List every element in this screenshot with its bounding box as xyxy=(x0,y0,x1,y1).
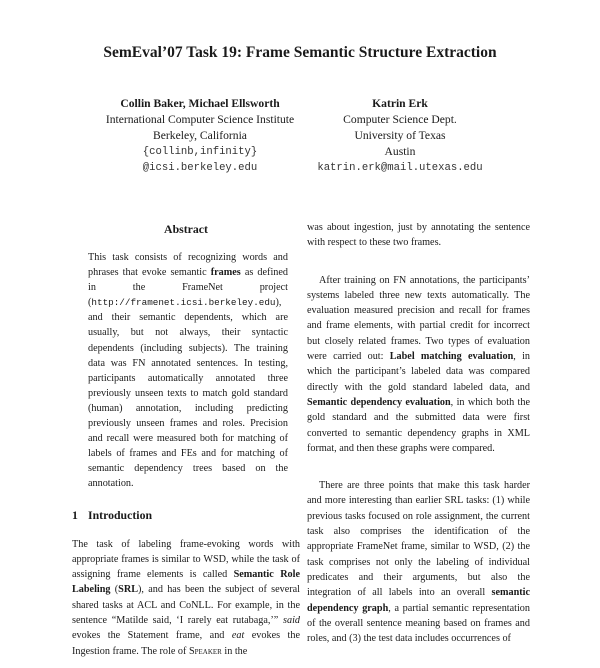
right-paragraph-3: There are three points that make this task harder and more interesting than earlier SRL tasks: (1) while previous tasks focused on role assignment, the current task also comprises the identification of the appropriate FrameNet frame, similar to WSD, (2) the task comprises not only the labeling of individual predicates and their arguments, but also the integration of all labels into an overall semantic dependency graph, a partial semantic representation of the overall sentence meaning based on frames and roles, and (3) the test data includes occurrences of xyxy=(307,480,530,645)
author-block-left xyxy=(95,96,305,176)
author-block-right xyxy=(300,96,500,176)
author-location-left: Berkeley, California xyxy=(153,129,247,142)
author-department-right: Computer Science Dept. xyxy=(343,113,457,126)
introduction-text: The task of labeling frame-evoking words with appropriate frames is similar to WSD, while the task of assigning frame elements is called Semantic Role Labeling (SRL), and has been the subject of several shared tasks at ACL and CoNLL. For example, in the sentence “Matilde said, ‘I rarely eat rutabaga,’” said evokes the Statement frame, and eat evokes the Ingestion frame. The role of Speaker in the xyxy=(72,538,300,657)
author-location-right: Austin xyxy=(384,145,416,158)
abstract-frames-term: frames xyxy=(210,267,241,279)
section-number: 1 xyxy=(72,507,78,522)
abstract-text: This task consists of recognizing words and phrases that evoke semantic frames as defined in the FrameNet project (http://framenet.icsi.berkeley.edu), and their semantic dependents, which are usually, but not always, their syntactic dependents (including subjects). The training data was FN annotated sentences. In testing, participants automatically annotated three previously unseen texts to match gold standard (human) annotation, including predicting previously unseen frames and roles. Precision and recall were measured both for matching of labels of frames and FEs and for matching of semantic dependency trees based on the annotation. xyxy=(88,252,288,490)
author-names-right: Katrin Erk xyxy=(372,97,428,110)
author-affiliation-left: International Computer Science Institute xyxy=(105,113,295,126)
section-title: Introduction xyxy=(88,507,153,522)
left-column xyxy=(72,222,300,659)
right-paragraph-2: After training on FN annotations, the participants’ systems labeled three new texts automatically. The evaluation measured precision and recall for frames and frame elements, with partial credit for incorrect but closely related frames. Two types of evaluation were carried out: Label matching evaluation, in which the participant’s labeled data was compared directly with the gold standard labeled data, and Semantic dependency evaluation, in which both the gold standard and the submitted data were first converted to semantic dependency graphs in XML format, and then these graphs were compared. xyxy=(307,274,530,454)
author-names-left: Collin Baker, Michael Ellsworth xyxy=(120,97,280,110)
paper-title: SemEval’07 Task 19: Frame Semantic Structure Extraction xyxy=(103,44,497,61)
author-email-line1-left: {collinb,infinity} xyxy=(142,146,258,158)
right-column xyxy=(307,220,530,668)
abstract-heading: Abstract xyxy=(164,222,208,236)
right-paragraph-1: was about ingestion, just by annotating the sentence with respect to these two frames. xyxy=(307,222,530,249)
author-email-right: katrin.erk@mail.utexas.edu xyxy=(317,162,483,174)
introduction-heading xyxy=(72,508,300,523)
framenet-url: http://framenet.icsi.berkeley.edu xyxy=(91,297,276,309)
author-email-line2-left: @icsi.berkeley.edu xyxy=(142,162,258,174)
author-affiliation-right: University of Texas xyxy=(354,129,446,142)
